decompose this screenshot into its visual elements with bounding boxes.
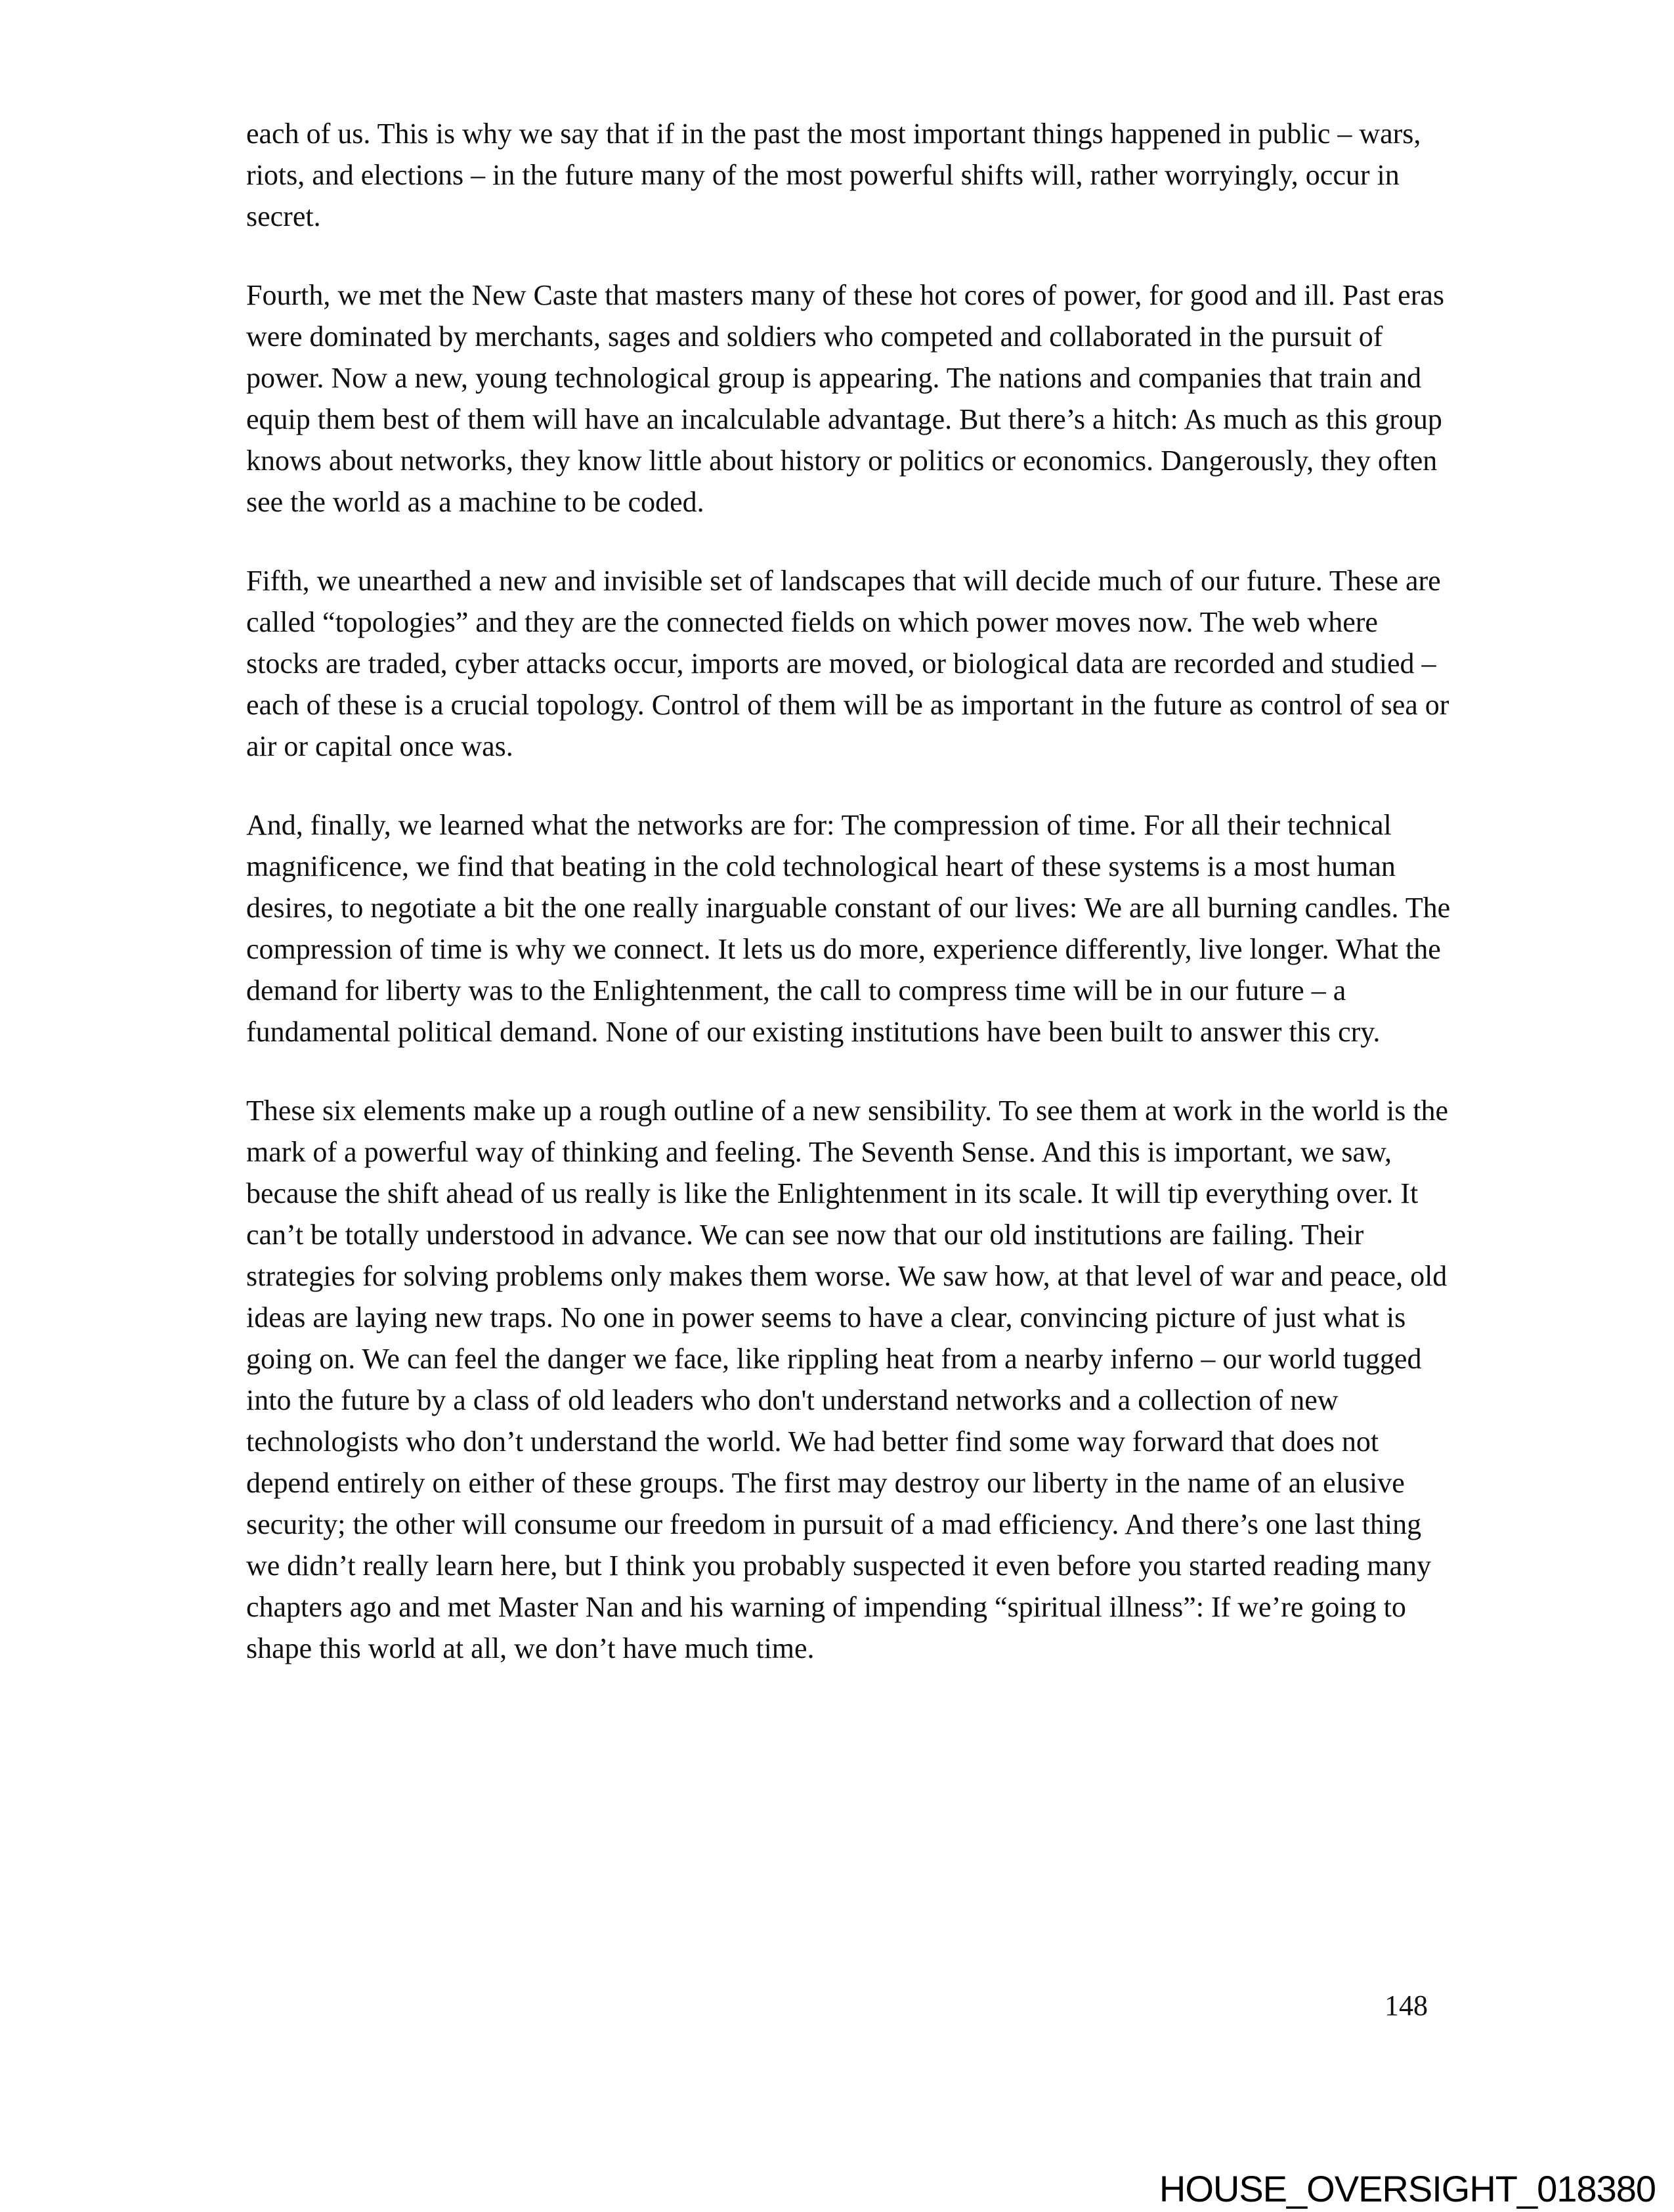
body-paragraph: each of us. This is why we say that if in the past the most important things happened in public – wars, riots, and elections – in the future many of the most powerful shifts will, rather worryingly, occur in secret. [246,118,1421,232]
body-paragraph: Fourth, we met the New Caste that masters many of these hot cores of power, for good and ill. Past eras were dominated by merchants, sages and soldiers who competed and collaborated in the pursuit of power. Now a new, young technological group is appearing. The nations and companies that train and equip them best of them will have an incalculable advantage. But there’s a hitch: As much as this group knows about networks, they know little about history or politics or economics. Dangerously, they often see the world as a machine to be coded. [246,279,1445,518]
body-paragraph: Fifth, we unearthed a new and invisible set of landscapes that will decide much of our future. These are called “topologies” and they are the connected fields on which power moves now. The web where stocks are traded, cyber attacks occur, imports are moved, or biological data are recorded and studied – each of these is a crucial topology. Control of them will be as important in the future as control of sea or air or capital once was. [246,565,1449,762]
page-number: 148 [1384,1989,1428,2022]
body-paragraph: These six elements make up a rough outline of a new sensibility. To see them at work in the world is the mark of a powerful way of thinking and feeling. The Seventh Sense. And this is important, we saw, because the shift ahead of us really is like the Enlightenment in its scale. It will tip everything over. It can’t be totally understood in advance. We can see now that our old institutions are failing. Their strategies for solving problems only makes them worse. We saw how, at that level of war and peace, old ideas are laying new traps. No one in power seems to have a clear, convincing picture of just what is going on. We can feel the danger we face, like rippling heat from a nearby inferno – our world tugged into the future by a class of old leaders who don't understand networks and a collection of new technologists who don’t understand the world. We had better find some way forward that does not depend entirely on either of these groups. The first may destroy our liberty in the name of an elusive security; the other will consume our freedom in pursuit of a mad efficiency. And there’s one last thing we didn’t really learn here, but I think you probably suspected it even before you started reading many chapters ago and met Master Nan and his warning of impending “spiritual illness”: If we’re going to shape this world at all, we don’t have much time. [246,1095,1449,1664]
bates-stamp: HOUSE_OVERSIGHT_018380 [1159,2168,1656,2209]
body-paragraph: And, finally, we learned what the networks are for: The compression of time. For all their technical magnificence, we find that beating in the cold technological heart of these systems is a most human desires, to negotiate a bit the one really inarguable constant of our lives: We are all burning candles. The compression of time is why we connect. It lets us do more, experience differently, live longer. What the demand for liberty was to the Enlightenment, the call to compress time will be in our future – a fundamental political demand. None of our existing institutions have been built to answer this cry. [246,809,1451,1048]
body-text-block [246,113,1454,1706]
